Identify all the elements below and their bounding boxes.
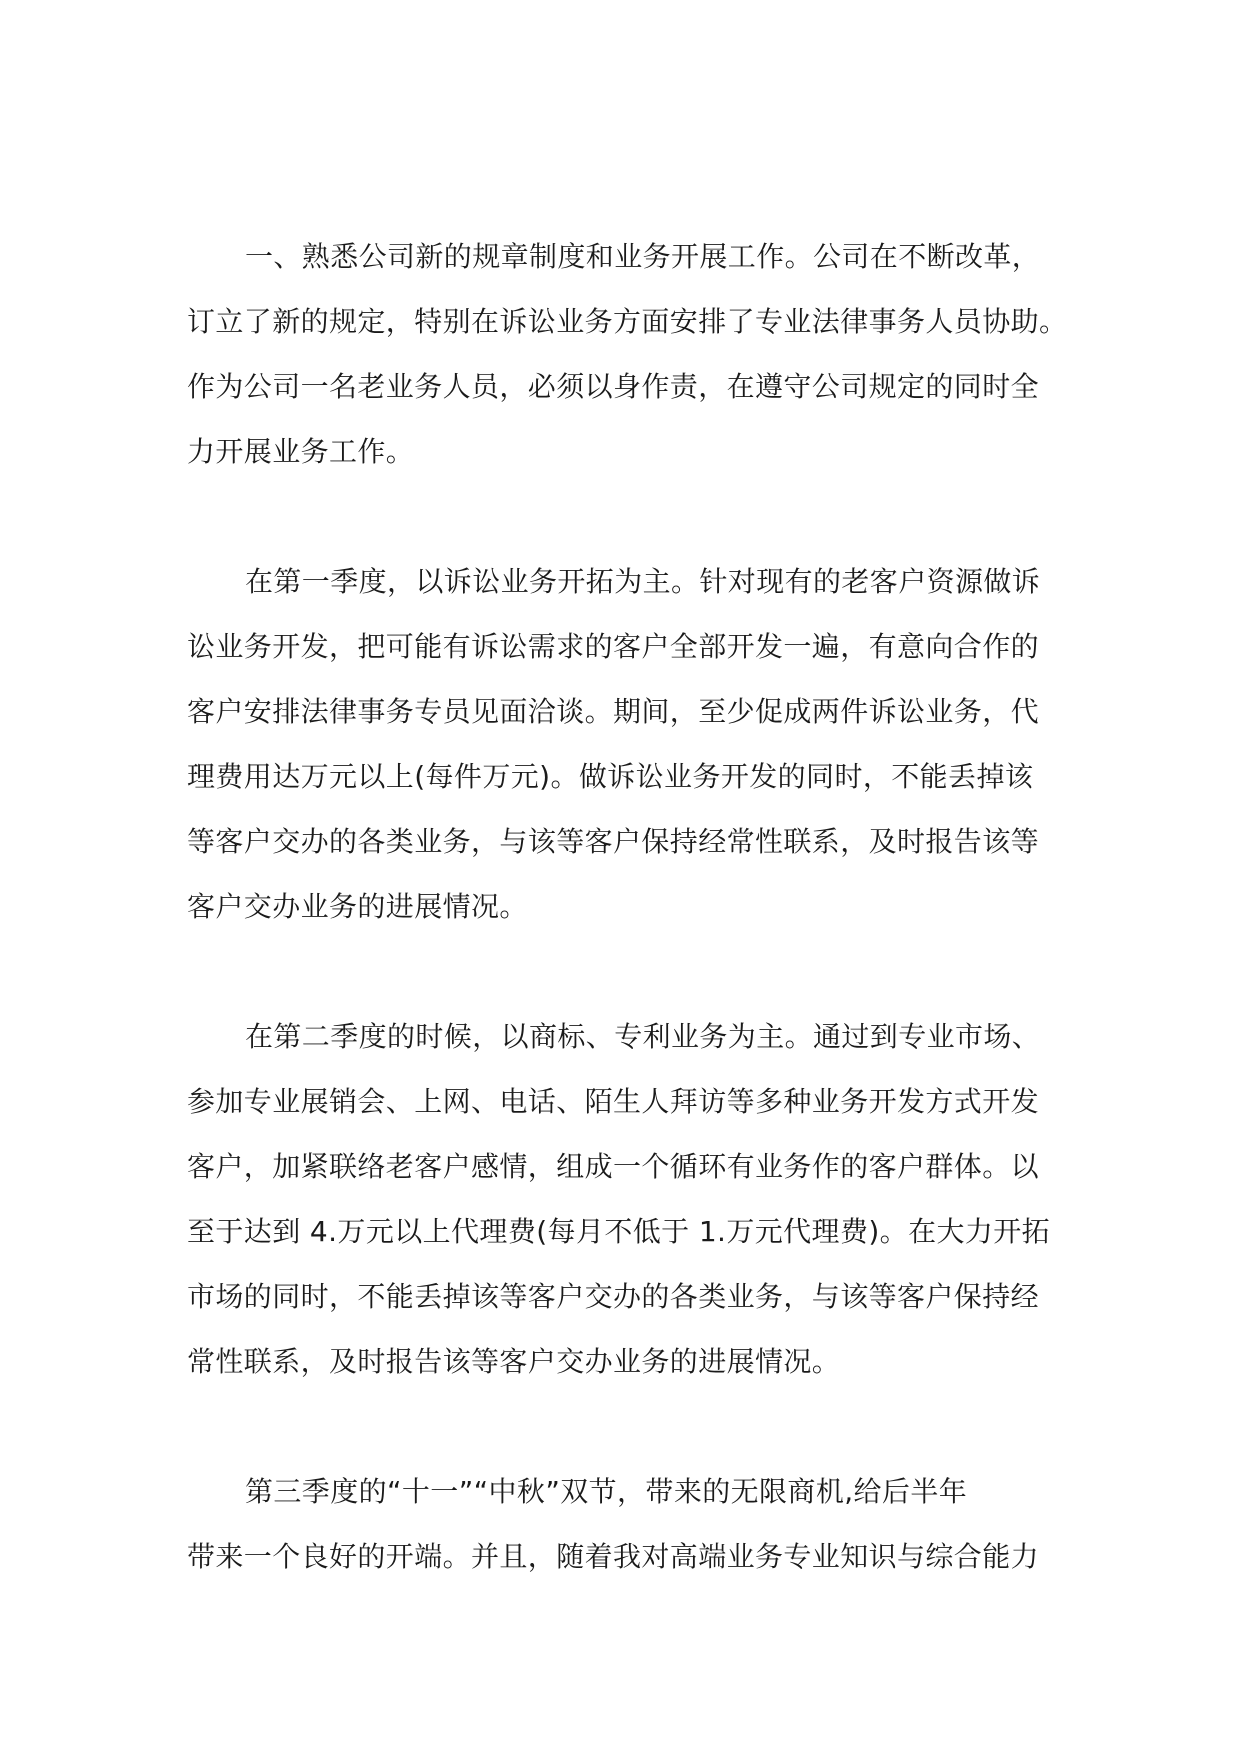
paragraph-line: 订立了新的规定，特别在诉讼业务方面安排了专业法律事务人员协助。 — [187, 305, 1067, 338]
paragraph-line: 在第二季度的时候，以商标、专利业务为主。通过到专业市场、 — [245, 1020, 1041, 1053]
paragraph-2 — [187, 549, 1067, 939]
paragraph-line: 客户，加紧联络老客户感情，组成一个循环有业务作的客户群体。以 — [187, 1150, 1040, 1183]
paragraph-line: 客户交办业务的进展情况。 — [187, 890, 528, 923]
paragraph-3 — [187, 1004, 1067, 1394]
paragraph-line: 市场的同时，不能丢掉该等客户交办的各类业务，与该等客户保持经 — [187, 1280, 1040, 1313]
paragraph-line: 作为公司一名老业务人员，必须以身作责，在遵守公司规定的同时全 — [187, 370, 1040, 403]
paragraph-line: 等客户交办的各类业务，与该等客户保持经常性联系，及时报告该等 — [187, 825, 1040, 858]
paragraph-line: 至于达到 4.万元以上代理费(每月不低于 1.万元代理费)。在大力开拓 — [187, 1215, 1051, 1248]
paragraph-line: 一、熟悉公司新的规章制度和业务开展工作。公司在不断改革， — [245, 240, 1041, 273]
paragraph-line: 理费用达万元以上(每件万元)。做诉讼业务开发的同时，不能丢掉该 — [187, 760, 1034, 793]
paragraph-line: 参加专业展销会、上网、电话、陌生人拜访等多种业务开发方式开发 — [187, 1085, 1040, 1118]
paragraph-line: 第三季度的“十一”“中秋”双节，带来的无限商机,给后半年 — [245, 1475, 968, 1508]
paragraph-line: 带来一个良好的开端。并且，随着我对高端业务专业知识与综合能力 — [187, 1540, 1040, 1573]
paragraph-4 — [187, 1459, 1067, 1589]
paragraph-line: 常性联系，及时报告该等客户交办业务的进展情况。 — [187, 1345, 841, 1378]
paragraph-line: 力开展业务工作。 — [187, 435, 415, 468]
paragraph-line: 在第一季度，以诉讼业务开拓为主。针对现有的老客户资源做诉 — [245, 565, 1041, 598]
document-body — [187, 224, 1067, 1654]
paragraph-1 — [187, 224, 1067, 484]
paragraph-line: 讼业务开发，把可能有诉讼需求的客户全部开发一遍，有意向合作的 — [187, 630, 1040, 663]
paragraph-line: 客户安排法律事务专员见面洽谈。期间，至少促成两件诉讼业务，代 — [187, 695, 1040, 728]
